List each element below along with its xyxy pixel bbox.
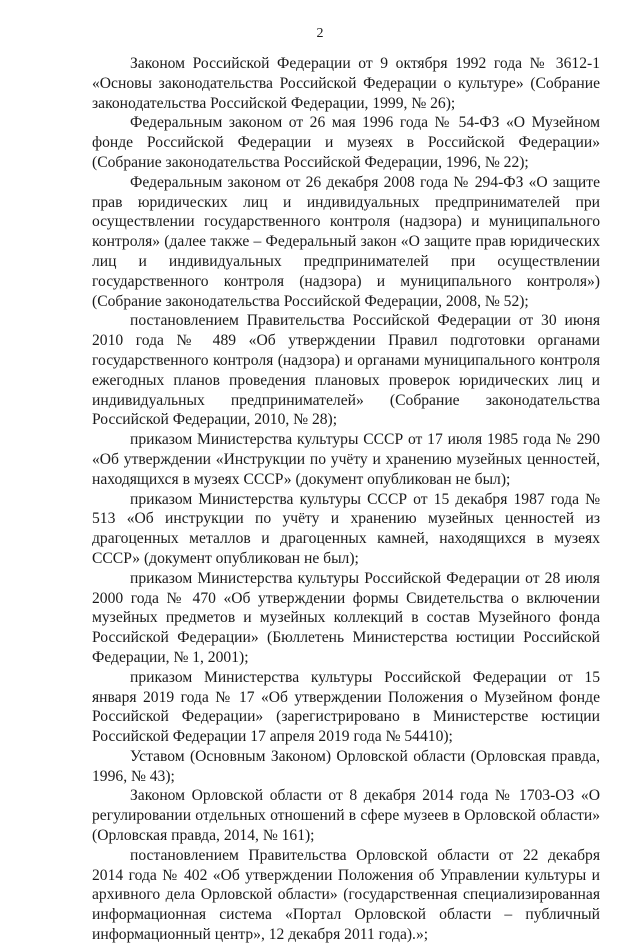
paragraph-oryol-resolution-402: постановлением Правительства Орловской области от 22 декабря 2014 года № 402 «Об утверждении Положения об Управлении культуры и архивного дела Орловской области» (государственная специализированная информационная система «Портал Орловской области – публичный информационный центр», 12 декабря 2011 года).»;	[92, 846, 600, 944]
paragraph-ussr-order-513: приказом Министерства культуры СССР от 15 декабря 1987 года № 513 «Об инструкции по учёту и хранению музейных ценностей из драгоценных металлов и драгоценных камней, находящихся в музеях СССР» (документ опубликован не был);	[92, 490, 600, 567]
document-body	[92, 54, 600, 945]
paragraph-oryol-charter: Уставом (Основным Законом) Орловской области (Орловская правда, 1996, № 43);	[92, 747, 600, 785]
page-number: 2	[316, 26, 324, 41]
paragraph-ministry-order-17: приказом Министерства культуры Российской Федерации от 15 января 2019 года № 17 «Об утверждении Положения о Музейном фонде Российской Федерации» (зарегистрировано в Министерстве юстиции Российской Федерации 17 апреля 2019 года № 54410);	[92, 668, 600, 746]
paragraph-law-museum-fund: Федеральным законом от 26 мая 1996 года № 54-ФЗ «О Музейном фонде Российской Федерации и музеях в Российской Федерации» (Собрание законодательства Российской Федерации, 1996, № 22);	[92, 114, 600, 171]
paragraph-ussr-order-290: приказом Министерства культуры СССР от 17 июля 1985 года № 290 «Об утверждении «Инструкции по учёту и хранению музейных ценностей, находящихся в музеях СССР» (документ опубликован не был);	[92, 431, 600, 488]
paragraph-ministry-order-470: приказом Министерства культуры Российской Федерации от 28 июля 2000 года № 470 «Об утверждении формы Свидетельства о включении музейных предметов и музейных коллекций в состав Музейного фонда Российской Федерации» (Бюллетень Министерства юстиции Российской Федерации, № 1, 2001);	[92, 569, 600, 666]
paragraph-government-resolution-489: постановлением Правительства Российской Федерации от 30 июня 2010 года № 489 «Об утверждении Правил подготовки органами государственного контроля (надзора) и органами муниципального контроля ежегодных планов проведения плановых проверок юридических лиц и индивидуальных предпринимателей» (Собрание законодательства Российской Федерации, 2010, № 28);	[92, 312, 600, 429]
paragraph-law-culture-basics: Законом Российской Федерации от 9 октября 1992 года № 3612-1 «Основы законодательства Российской Федерации о культуре» (Собрание законодательства Российской Федерации, 1999, № 26);	[92, 55, 600, 112]
paragraph-law-protection-rights: Федеральным законом от 26 декабря 2008 года № 294-ФЗ «О защите прав юридических лиц и индивидуальных предпринимателей при осуществлении государственного контроля (надзора) и муниципального контроля» (далее также – Федеральный закон «О защите прав юридических лиц и индивидуальных предпринимателей при осуществлении государственного контроля (надзора) и муниципального контроля») (Собрание законодательства Российской Федерации, 2008, № 52);	[92, 173, 600, 310]
paragraph-oryol-law-1703: Законом Орловской области от 8 декабря 2014 года № 1703-ОЗ «О регулировании отдельных отношений в сфере музеев в Орловской области» (Орловская правда, 2014, № 161);	[92, 787, 600, 845]
